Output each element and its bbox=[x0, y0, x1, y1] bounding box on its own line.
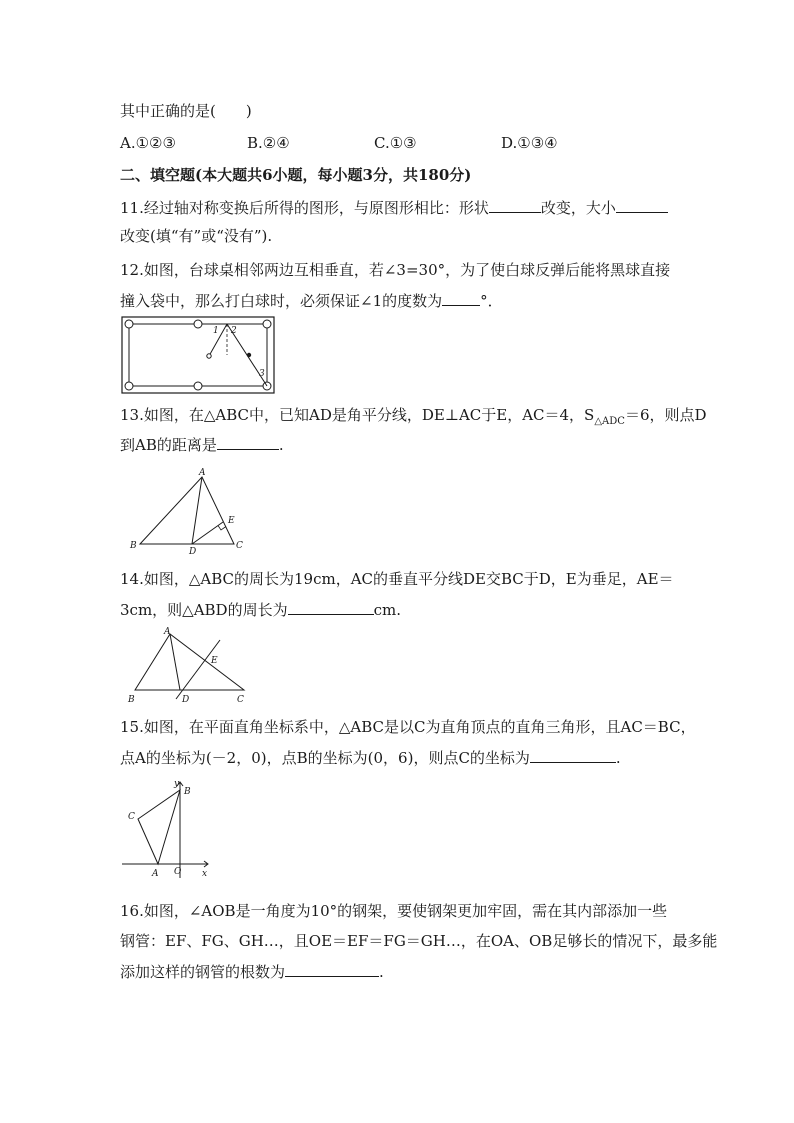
q16-line1: 16.如图，∠AOB是一角度为10°的钢架，要使钢架更加牢固，需在其内部添加一些 bbox=[120, 902, 668, 920]
vertex-label-a: A bbox=[152, 869, 159, 879]
q15-line2: 点A的坐标为(－2，0)，点B的坐标为(0，6)，则点C的坐标为 . bbox=[120, 746, 720, 769]
q14-line1: 14.如图，△ABC的周长为19cm，AC的垂直平分线DE交BC于D，E为垂足，AE＝ bbox=[120, 570, 674, 588]
pocket-bottom-left bbox=[125, 382, 133, 390]
black-ball bbox=[247, 353, 251, 357]
vertex-label-c: C bbox=[128, 812, 135, 822]
q10-option-a[interactable]: A.①②③ bbox=[120, 134, 176, 152]
q15-line1: 15.如图，在平面直角坐标系中，△ABC是以C为直角顶点的直角三角形，且AC＝BC， bbox=[120, 718, 696, 736]
q15-blank-coordinate[interactable] bbox=[530, 746, 616, 763]
vertex-label-c: C bbox=[237, 695, 244, 705]
vertex-label-d: D bbox=[182, 695, 190, 705]
triangle-abc bbox=[140, 477, 234, 544]
billiard-table-figure bbox=[120, 315, 276, 395]
q11-line2: 改变(填“有”或“没有”). bbox=[120, 227, 273, 245]
angle-label-1: 1 bbox=[213, 326, 219, 336]
q16-line3: 添加这样的钢管的根数为 . bbox=[120, 960, 720, 983]
q14-line2: 3cm，则△ABD的周长为 cm. bbox=[120, 598, 720, 621]
q14-blank-perimeter[interactable] bbox=[288, 598, 374, 615]
pocket-top-right bbox=[263, 320, 271, 328]
q12-blank-angle[interactable] bbox=[442, 289, 480, 306]
q11-blank-size[interactable] bbox=[616, 196, 668, 213]
q10-stem: 其中正确的是( ) bbox=[120, 102, 252, 120]
vertex-label-a: A bbox=[199, 468, 206, 478]
q10-option-d[interactable]: D.①③④ bbox=[501, 134, 558, 152]
q12-line1: 12.如图，台球桌相邻两边互相垂直，若∠3=30°，为了使白球反弹后能将黑球直接 bbox=[120, 261, 671, 279]
triangle-abc-figure-14 bbox=[120, 624, 260, 708]
white-ball bbox=[207, 354, 211, 358]
triangle-abc-figure-13 bbox=[120, 466, 260, 556]
coordinate-plane-figure bbox=[118, 778, 214, 884]
section-heading: 二、填空题(本大题共6小题，每小题3分，共180分) bbox=[120, 166, 472, 184]
table-inner-border bbox=[129, 324, 267, 386]
axis-label-x: x bbox=[202, 869, 208, 879]
q13-line1: 13.如图，在△ABC中，已知AD是角平分线，DE⊥AC于E，AC＝4，$S_{\triangle ADC}=6$，则点D bbox=[120, 406, 707, 427]
vertex-label-b: B bbox=[184, 787, 191, 797]
angle-bisector-ad bbox=[192, 477, 202, 544]
q10-option-b[interactable]: B.②④ bbox=[247, 134, 290, 152]
perpendicular-de bbox=[192, 522, 223, 544]
vertex-label-e: E bbox=[228, 516, 235, 526]
q11-line1: 11.经过轴对称变换后所得的图形，与原图形相比：形状 改变，大小 bbox=[120, 196, 720, 219]
vertex-label-e: E bbox=[211, 656, 218, 666]
pocket-top-left bbox=[125, 320, 133, 328]
pocket-bottom-middle bbox=[194, 382, 202, 390]
vertex-label-c: C bbox=[236, 541, 243, 551]
q16-line2: 钢管：EF、FG、GH…，且OE＝EF＝FG＝GH…，在OA、OB足够长的情况下，最多能 bbox=[120, 932, 718, 950]
triangle-abc bbox=[138, 790, 180, 864]
q11-blank-shape[interactable] bbox=[489, 196, 541, 213]
angle-label-3: 3 bbox=[259, 369, 265, 379]
axis-label-y: y bbox=[174, 779, 180, 789]
origin-label-o: O bbox=[174, 867, 182, 877]
q10-option-c[interactable]: C.①③ bbox=[374, 134, 417, 152]
vertex-label-b: B bbox=[130, 541, 137, 551]
q13-line2: 到AB的距离是 . bbox=[120, 433, 720, 456]
vertex-label-a: A bbox=[164, 627, 171, 637]
q16-blank-count[interactable] bbox=[285, 960, 379, 977]
right-angle-mark bbox=[218, 526, 226, 531]
q12-line2: 撞入袋中，那么打白球时，必须保证∠1的度数为 °． bbox=[120, 289, 720, 312]
angle-label-2: 2 bbox=[231, 326, 237, 336]
q13-blank-distance[interactable] bbox=[217, 433, 279, 450]
pocket-top-middle bbox=[194, 320, 202, 328]
vertex-label-b: B bbox=[128, 695, 135, 705]
vertex-label-d: D bbox=[189, 547, 197, 556]
q10-options bbox=[120, 132, 720, 154]
segment-ad bbox=[170, 634, 180, 690]
